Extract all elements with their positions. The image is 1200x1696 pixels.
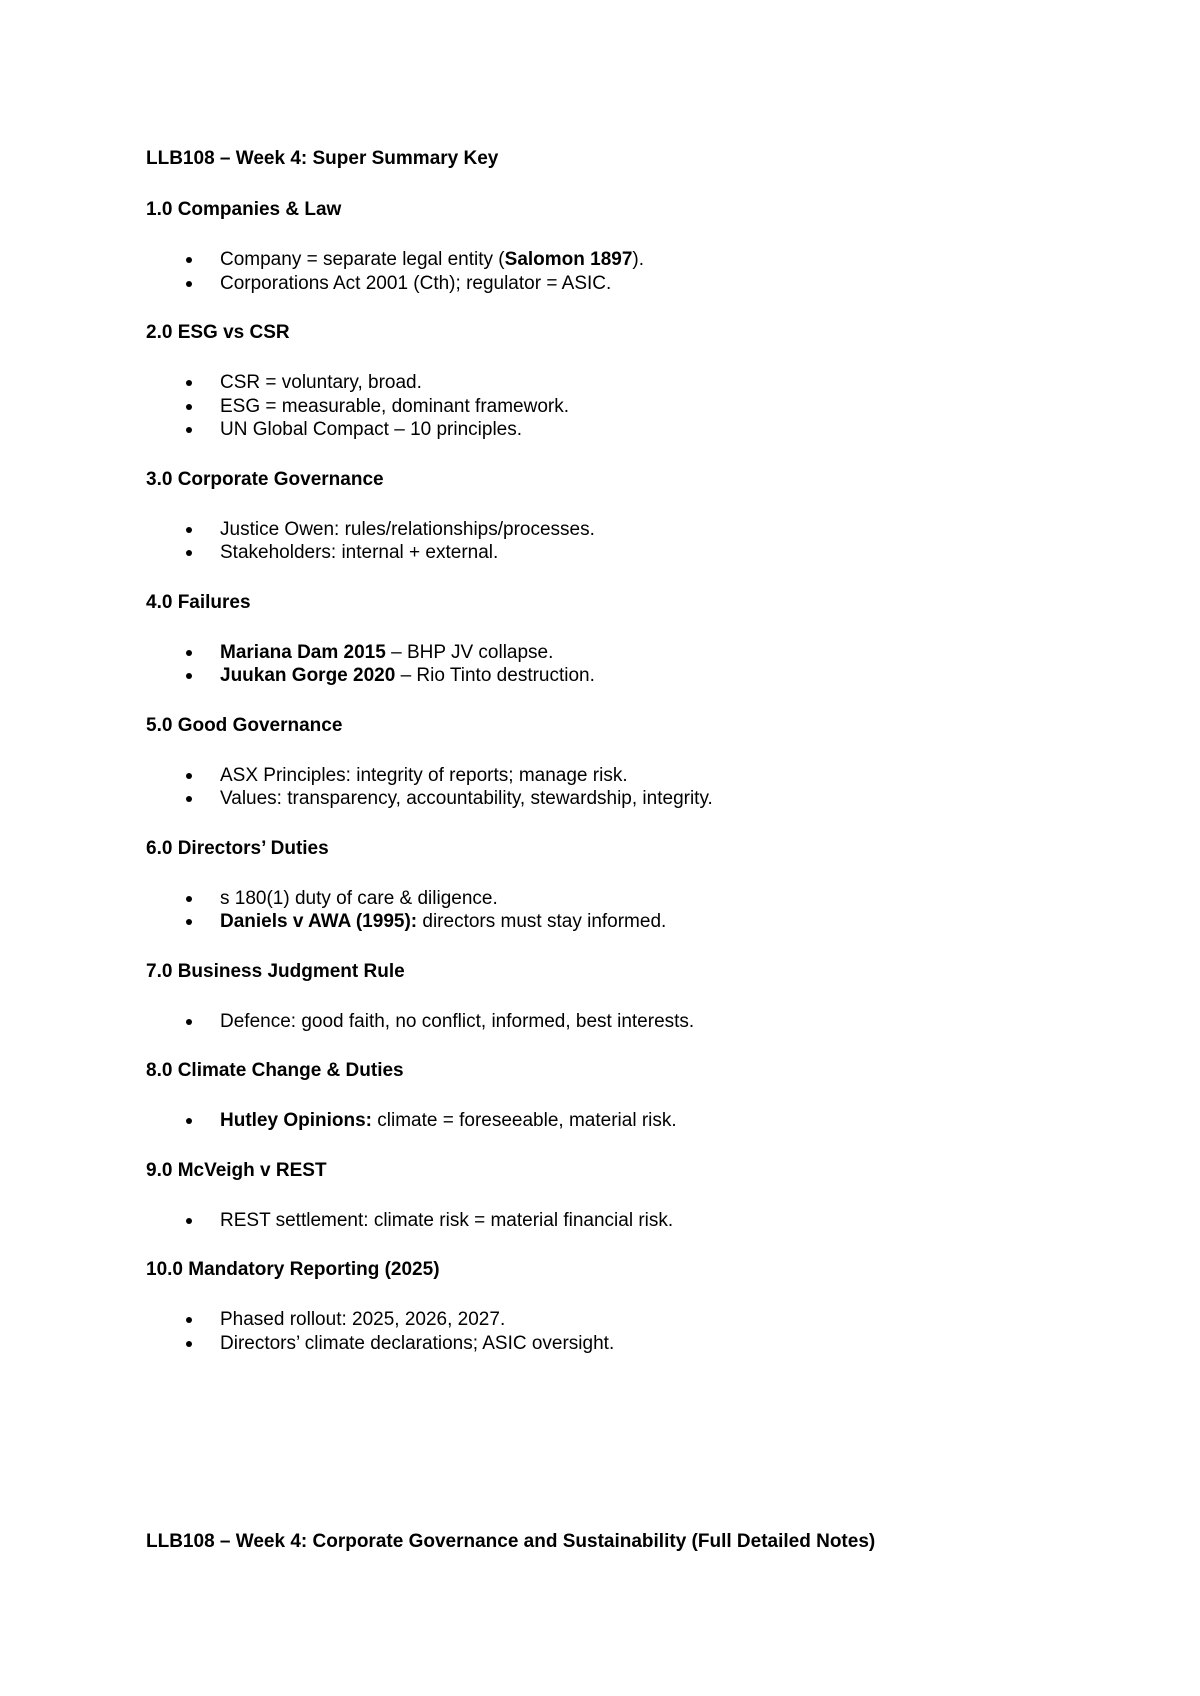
bold-text: Salomon 1897: [504, 249, 633, 270]
list-item: [146, 787, 1106, 811]
item-text: Directors’ climate declarations; ASIC oversight.: [220, 1332, 615, 1354]
document-title: LLB108 – Week 4: Super Summary Key: [146, 148, 499, 169]
bullet-icon: [186, 281, 192, 287]
list-item: [146, 395, 1106, 419]
section-heading: 3.0 Corporate Governance: [146, 468, 384, 490]
section-heading: 9.0 McVeigh v REST: [146, 1159, 327, 1181]
section-1: [146, 197, 1106, 295]
section-4: [146, 590, 1106, 688]
bullet-icon: [186, 404, 192, 410]
list-item: [146, 418, 1106, 442]
list-item: [146, 1209, 1106, 1233]
item-text: Defence: good faith, no conflict, informed, best interests.: [220, 1010, 695, 1032]
item-text: Company = separate legal entity (: [220, 249, 505, 270]
next-document-title: LLB108 – Week 4: Corporate Governance and Sustainability (Full Detailed Notes): [146, 1531, 876, 1552]
item-text: Values: transparency, accountability, stewardship, integrity.: [220, 788, 713, 809]
item-text: Corporations Act 2001 (Cth); regulator = ASIC.: [220, 272, 612, 294]
item-text: UN Global Compact – 10 principles.: [220, 419, 523, 440]
section-9: [146, 1158, 1106, 1233]
section-heading: 1.0 Companies & Law: [146, 199, 342, 220]
bullet-list: [146, 1209, 1106, 1233]
section-heading: 4.0 Failures: [146, 591, 251, 613]
item-text: directors must stay informed.: [417, 911, 667, 932]
bullet-icon: [186, 550, 192, 556]
item-text: CSR = voluntary, broad.: [220, 372, 422, 393]
bullet-icon: [186, 1218, 192, 1224]
bullet-list: [146, 887, 1106, 934]
bullet-icon: [186, 919, 192, 925]
bullet-list: [146, 371, 1106, 442]
list-item: [146, 887, 1106, 911]
bold-text: Juukan Gorge 2020: [220, 665, 396, 686]
bullet-list: [146, 1109, 1106, 1133]
bullet-icon: [186, 650, 192, 656]
document-body: [146, 146, 1106, 1355]
bullet-icon: [186, 773, 192, 779]
section-heading: 2.0 ESG vs CSR: [146, 322, 290, 343]
list-item: [146, 764, 1106, 788]
section-heading: 6.0 Directors’ Duties: [146, 837, 329, 859]
item-text: – Rio Tinto destruction.: [395, 665, 595, 686]
bullet-list: [146, 248, 1106, 295]
section-6: [146, 836, 1106, 934]
section-heading: 8.0 Climate Change & Duties: [146, 1060, 404, 1081]
item-text: s 180(1) duty of care & diligence.: [220, 887, 498, 909]
item-text: ASX Principles: integrity of reports; manage risk.: [220, 764, 628, 786]
list-item: [146, 641, 1106, 665]
bold-text: Hutley Opinions:: [220, 1110, 372, 1131]
bullet-list: [146, 1308, 1106, 1355]
section-10: [146, 1257, 1106, 1355]
section-5: [146, 713, 1106, 811]
sections-container: [146, 197, 1106, 1355]
list-item: [146, 664, 1106, 688]
bullet-list: [146, 518, 1106, 565]
section-heading: 5.0 Good Governance: [146, 714, 343, 736]
list-item: [146, 272, 1106, 296]
item-text: REST settlement: climate risk = material financial risk.: [220, 1209, 674, 1231]
section-3: [146, 467, 1106, 565]
bullet-icon: [186, 796, 192, 802]
section-2: [146, 320, 1106, 442]
bullet-icon: [186, 1317, 192, 1323]
list-item: [146, 541, 1106, 565]
bold-text: Mariana Dam 2015: [220, 641, 386, 663]
bullet-icon: [186, 257, 192, 263]
bold-text: Daniels v AWA (1995):: [220, 911, 418, 932]
list-item: [146, 910, 1106, 934]
item-text: Phased rollout: 2025, 2026, 2027.: [220, 1309, 506, 1330]
item-text: – BHP JV collapse.: [385, 641, 554, 663]
list-item: [146, 1109, 1106, 1133]
section-7: [146, 959, 1106, 1034]
bullet-icon: [186, 896, 192, 902]
item-text: climate = foreseeable, material risk.: [372, 1110, 677, 1131]
bullet-icon: [186, 1341, 192, 1347]
item-text: ).: [632, 249, 645, 270]
item-text: Justice Owen: rules/relationships/processes.: [220, 518, 595, 540]
section-heading: 7.0 Business Judgment Rule: [146, 960, 405, 982]
list-item: [146, 1332, 1106, 1356]
list-item: [146, 1308, 1106, 1332]
bullet-icon: [186, 527, 192, 533]
bullet-list: [146, 641, 1106, 688]
list-item: [146, 248, 1106, 272]
list-item: [146, 518, 1106, 542]
bullet-list: [146, 1010, 1106, 1034]
list-item: [146, 1010, 1106, 1034]
bullet-icon: [186, 427, 192, 433]
bullet-list: [146, 764, 1106, 811]
bullet-icon: [186, 673, 192, 679]
bullet-icon: [186, 380, 192, 386]
bullet-icon: [186, 1019, 192, 1025]
list-item: [146, 371, 1106, 395]
item-text: ESG = measurable, dominant framework.: [220, 395, 570, 417]
item-text: Stakeholders: internal + external.: [220, 542, 499, 563]
section-8: [146, 1058, 1106, 1133]
bullet-icon: [186, 1118, 192, 1124]
section-heading: 10.0 Mandatory Reporting (2025): [146, 1259, 440, 1280]
